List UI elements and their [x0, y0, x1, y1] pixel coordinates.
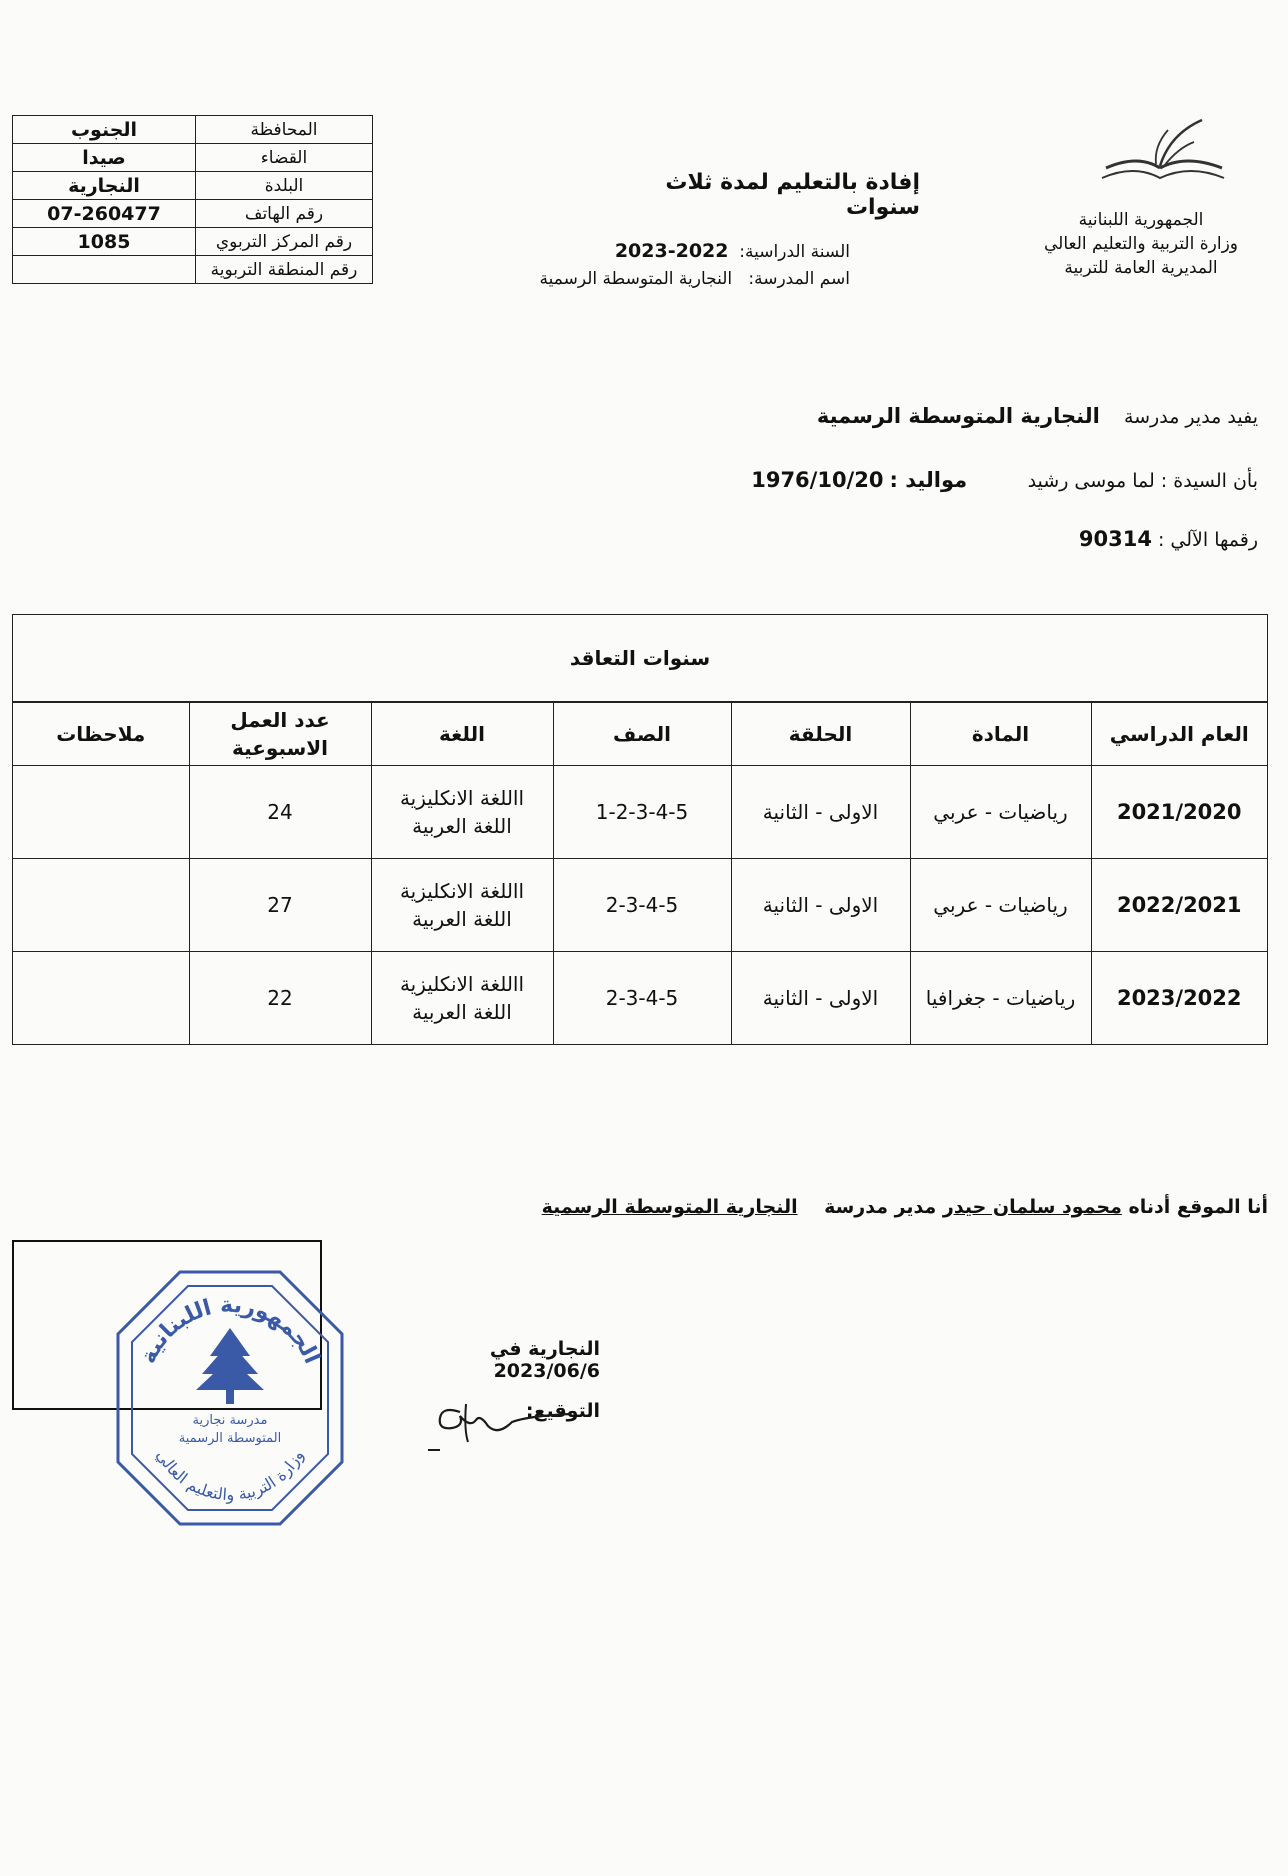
stamp-inner-line-1: مدرسة نجارية — [192, 1413, 268, 1428]
signature-label: التوقيع: — [525, 1400, 600, 1422]
principal-name: محمود سلمان حيدر — [942, 1196, 1122, 1218]
cell-subject: رياضيات - عربي — [910, 859, 1091, 952]
language-line-1: االلغة الانكليزية — [399, 879, 525, 903]
column-header: المادة — [910, 703, 1091, 766]
ministry-line-1: الجمهورية اللبنانية — [1078, 210, 1204, 230]
place-date: النجارية في 2023/06/6 — [489, 1338, 600, 1382]
info-label: القضاء — [196, 144, 373, 172]
table-row — [13, 766, 1267, 859]
intro-line-1 — [817, 404, 1258, 428]
stamp-inner-line-2: المتوسطة الرسمية — [178, 1431, 282, 1446]
cell-hours: 27 — [189, 859, 371, 952]
cell-grades: 2-3-4-5 — [553, 952, 731, 1045]
year-label: السنة الدراسية: — [739, 242, 850, 262]
declaration-line — [542, 1196, 1268, 1218]
info-row — [13, 144, 373, 172]
cell-notes — [13, 859, 189, 952]
year-value: 2022-2023 — [614, 240, 729, 262]
contracts-table — [12, 614, 1268, 1045]
cell-language — [371, 952, 553, 1045]
info-row — [13, 172, 373, 200]
info-value: 07-260477 — [13, 200, 196, 228]
cell-subject: رياضيات - عربي — [910, 766, 1091, 859]
cell-year: 2022/2021 — [1091, 859, 1267, 952]
info-table — [12, 115, 373, 284]
info-label: رقم المركز التربوي — [196, 228, 373, 256]
handwritten-signature — [420, 1390, 580, 1460]
language-line-1: االلغة الانكليزية — [399, 972, 525, 996]
birth-label: مواليد : — [889, 468, 968, 492]
document-meta — [520, 238, 850, 293]
birth-date: 1976/10/20 — [751, 468, 884, 492]
info-label: البلدة — [196, 172, 373, 200]
cell-notes — [13, 952, 189, 1045]
cell-language — [371, 859, 553, 952]
cell-notes — [13, 766, 189, 859]
info-label: المحافظة — [196, 116, 373, 144]
language-line-2: اللغة العربية — [412, 814, 512, 838]
cell-cycle: الاولى - الثانية — [731, 952, 910, 1045]
info-row — [13, 200, 373, 228]
column-header: عدد العمل الاسبوعية — [189, 703, 371, 766]
cell-hours: 24 — [189, 766, 371, 859]
info-value: الجنوب — [13, 116, 196, 144]
table-row — [13, 859, 1267, 952]
school-stamp — [110, 1266, 350, 1530]
info-value: 1085 — [13, 228, 196, 256]
cell-year: 2021/2020 — [1091, 766, 1267, 859]
intro-principal-text: يفيد مدير مدرسة — [1123, 406, 1258, 428]
intro-school-name: النجارية المتوسطة الرسمية — [816, 404, 1100, 428]
info-row — [13, 228, 373, 256]
intro-teacher-name: بأن السيدة : لما موسى رشيد — [1027, 470, 1258, 492]
table-row — [13, 952, 1267, 1045]
stamp-outer-text: الجمهورية اللبنانية — [135, 1292, 325, 1368]
intro-line-2 — [751, 468, 1258, 492]
cell-year: 2023/2022 — [1091, 952, 1267, 1045]
column-header: الحلقة — [731, 703, 910, 766]
book-logo-icon — [1098, 116, 1228, 196]
language-line-1: االلغة الانكليزية — [399, 786, 525, 810]
cell-cycle: الاولى - الثانية — [731, 859, 910, 952]
column-header: الصف — [553, 703, 731, 766]
document-title: إفادة بالتعليم لمدة ثلاث سنوات — [665, 170, 920, 220]
info-label: رقم الهاتف — [196, 200, 373, 228]
info-label: رقم المنطقة التربوية — [196, 256, 373, 284]
school-label: اسم المدرسة: — [748, 269, 850, 289]
ministry-line-3: المديرية العامة للتربية — [1064, 258, 1218, 278]
principal-role: مدير مدرسة — [824, 1196, 937, 1218]
info-row — [13, 116, 373, 144]
intro-line-3 — [1079, 527, 1258, 551]
ministry-line-2: وزارة التربية والتعليم العالي — [1043, 234, 1238, 254]
info-value: صيدا — [13, 144, 196, 172]
column-header: اللغة — [371, 703, 553, 766]
school-value: النجارية المتوسطة الرسمية — [539, 269, 733, 289]
id-number: 90314 — [1078, 527, 1152, 551]
cell-hours: 22 — [189, 952, 371, 1045]
info-value — [13, 256, 196, 284]
cell-cycle: الاولى - الثانية — [731, 766, 910, 859]
declaration-school: النجارية المتوسطة الرسمية — [541, 1196, 798, 1218]
cell-grades: 2-3-4-5 — [553, 859, 731, 952]
info-value: النجارية — [13, 172, 196, 200]
contracts-caption: سنوات التعاقد — [13, 615, 1267, 702]
ministry-header — [1026, 208, 1256, 280]
declaration-prefix: أنا الموقع أدناه — [1128, 1196, 1268, 1218]
column-header: ملاحظات — [13, 703, 189, 766]
cell-grades: 1-2-3-4-5 — [553, 766, 731, 859]
language-line-2: اللغة العربية — [412, 907, 512, 931]
cedar-icon — [196, 1328, 264, 1404]
column-header: العام الدراسي — [1091, 703, 1267, 766]
cell-language — [371, 766, 553, 859]
cell-subject: رياضيات - جغرافيا — [910, 952, 1091, 1045]
contracts-header-row — [13, 703, 1267, 766]
info-row — [13, 256, 373, 284]
language-line-2: اللغة العربية — [412, 1000, 512, 1024]
id-label: رقمها الآلي : — [1157, 529, 1258, 551]
stamp-bottom-text: وزارة التربية والتعليم العالي — [152, 1446, 308, 1505]
